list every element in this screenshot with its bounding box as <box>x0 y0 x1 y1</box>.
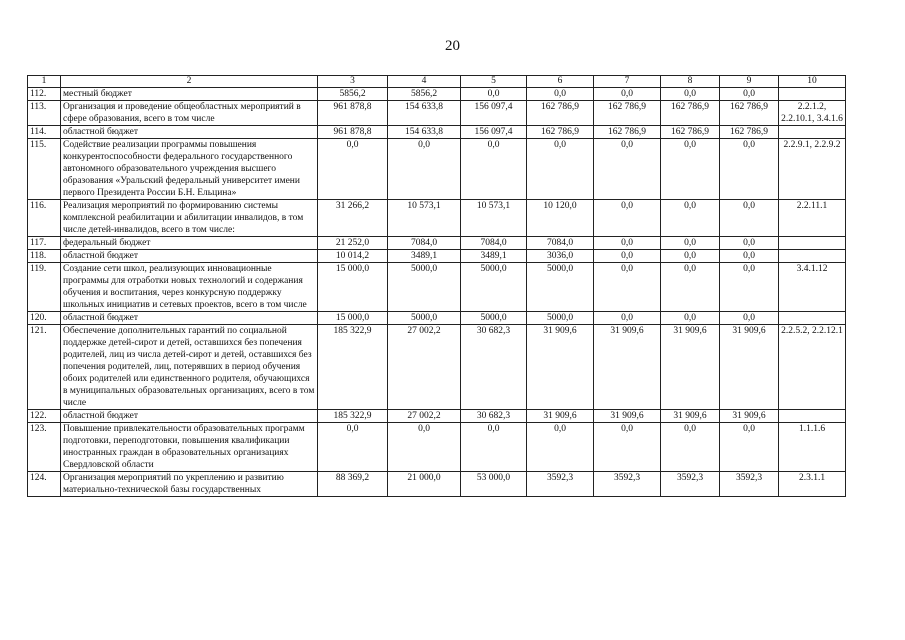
row-name: областной бюджет <box>61 126 318 139</box>
row-number: 121. <box>28 325 61 410</box>
value-cell: 185 322,9 <box>318 410 388 423</box>
row-name: областной бюджет <box>61 250 318 263</box>
value-cell: 0,0 <box>318 139 388 200</box>
value-cell: 0,0 <box>661 237 720 250</box>
value-cell: 0,0 <box>661 312 720 325</box>
row-name: Обеспечение дополнительных гарантий по социальной поддержке детей-сирот и детей, оставшихся без попечения родителей, лиц из числа детей-сирот и детей, оставшихся без попечения родителей, лиц, потерявших в период обучения обоих родителей или единственного родителя, обучающихся в муниципальных образовательных организациях, всего в том числе <box>61 325 318 410</box>
row-name: Реализация мероприятий по формированию системы комплексной реабилитации и абилитации инвалидов, в том числе детей-инвалидов, всего в том числе: <box>61 200 318 237</box>
value-cell: 154 633,8 <box>388 101 461 126</box>
value-cell: 0,0 <box>661 263 720 312</box>
value-cell: 3592,3 <box>594 472 661 497</box>
target-reference: 2.2.9.1, 2.2.9.2 <box>779 139 846 200</box>
value-cell: 162 786,9 <box>527 101 594 126</box>
value-cell: 15 000,0 <box>318 263 388 312</box>
value-cell: 156 097,4 <box>461 126 527 139</box>
budget-table <box>27 75 846 497</box>
row-name: Создание сети школ, реализующих инновационные программы для отработки новых технологий и содержания обучения и воспитания, через конкурсную поддержку школьных инициатив и сетевых проектов, всего в том числе <box>61 263 318 312</box>
target-reference: 2.2.11.1 <box>779 200 846 237</box>
value-cell: 0,0 <box>594 88 661 101</box>
value-cell: 31 909,6 <box>594 410 661 423</box>
value-cell: 0,0 <box>594 237 661 250</box>
row-number: 120. <box>28 312 61 325</box>
value-cell: 31 909,6 <box>527 325 594 410</box>
value-cell: 0,0 <box>720 139 779 200</box>
value-cell: 31 909,6 <box>661 325 720 410</box>
value-cell: 0,0 <box>594 263 661 312</box>
value-cell: 0,0 <box>594 423 661 472</box>
column-header-4: 4 <box>388 76 461 88</box>
value-cell: 5000,0 <box>388 312 461 325</box>
value-cell: 162 786,9 <box>720 126 779 139</box>
table-row <box>28 101 846 126</box>
table-row <box>28 126 846 139</box>
value-cell: 3592,3 <box>661 472 720 497</box>
value-cell: 0,0 <box>720 263 779 312</box>
column-header-10: 10 <box>779 76 846 88</box>
target-reference: 1.1.1.6 <box>779 423 846 472</box>
value-cell: 21 000,0 <box>388 472 461 497</box>
value-cell: 5000,0 <box>527 263 594 312</box>
table-row <box>28 472 846 497</box>
value-cell: 0,0 <box>594 200 661 237</box>
value-cell: 21 252,0 <box>318 237 388 250</box>
value-cell: 30 682,3 <box>461 410 527 423</box>
row-name: областной бюджет <box>61 410 318 423</box>
value-cell: 961 878,8 <box>318 126 388 139</box>
value-cell: 7084,0 <box>527 237 594 250</box>
target-reference: 2.2.5.2, 2.2.12.1 <box>779 325 846 410</box>
value-cell: 3036,0 <box>527 250 594 263</box>
target-reference <box>779 237 846 250</box>
value-cell: 0,0 <box>720 423 779 472</box>
row-name: Организация мероприятий по укреплению и развитию материально-технической базы государственных <box>61 472 318 497</box>
table-row <box>28 312 846 325</box>
target-reference <box>779 312 846 325</box>
page-number: 20 <box>445 38 460 54</box>
row-name: областной бюджет <box>61 312 318 325</box>
value-cell: 162 786,9 <box>527 126 594 139</box>
column-header-8: 8 <box>661 76 720 88</box>
table-row <box>28 88 846 101</box>
value-cell: 31 909,6 <box>720 410 779 423</box>
value-cell: 7084,0 <box>388 237 461 250</box>
row-name: Содействие реализации программы повышения конкурентоспособности федерального государственного автономного образовательного учреждения высшего образования «Уральский федеральный университет имени первого Президента России Б.Н. Ельцина» <box>61 139 318 200</box>
table-row <box>28 250 846 263</box>
target-reference <box>779 88 846 101</box>
row-number: 123. <box>28 423 61 472</box>
value-cell: 5000,0 <box>461 312 527 325</box>
value-cell: 5000,0 <box>461 263 527 312</box>
column-header-5: 5 <box>461 76 527 88</box>
column-header-6: 6 <box>527 76 594 88</box>
row-name: местный бюджет <box>61 88 318 101</box>
row-number: 117. <box>28 237 61 250</box>
value-cell: 7084,0 <box>461 237 527 250</box>
value-cell: 0,0 <box>318 423 388 472</box>
value-cell: 5856,2 <box>318 88 388 101</box>
row-number: 118. <box>28 250 61 263</box>
row-number: 113. <box>28 101 61 126</box>
value-cell: 31 266,2 <box>318 200 388 237</box>
value-cell: 0,0 <box>527 423 594 472</box>
value-cell: 15 000,0 <box>318 312 388 325</box>
value-cell: 10 573,1 <box>388 200 461 237</box>
table-row <box>28 410 846 423</box>
value-cell: 5000,0 <box>527 312 594 325</box>
value-cell: 0,0 <box>661 250 720 263</box>
value-cell: 3592,3 <box>720 472 779 497</box>
target-reference <box>779 250 846 263</box>
value-cell: 162 786,9 <box>661 101 720 126</box>
value-cell: 0,0 <box>661 88 720 101</box>
value-cell: 185 322,9 <box>318 325 388 410</box>
value-cell: 162 786,9 <box>720 101 779 126</box>
row-number: 122. <box>28 410 61 423</box>
value-cell: 3489,1 <box>461 250 527 263</box>
value-cell: 0,0 <box>720 200 779 237</box>
target-reference: 2.2.1.2, 2.2.10.1, 3.4.1.6 <box>779 101 846 126</box>
value-cell: 0,0 <box>720 237 779 250</box>
value-cell: 0,0 <box>461 423 527 472</box>
value-cell: 27 002,2 <box>388 410 461 423</box>
value-cell: 3592,3 <box>527 472 594 497</box>
column-header-1: 1 <box>28 76 61 88</box>
value-cell: 0,0 <box>527 88 594 101</box>
value-cell: 10 573,1 <box>461 200 527 237</box>
value-cell: 0,0 <box>661 139 720 200</box>
value-cell: 961 878,8 <box>318 101 388 126</box>
value-cell: 0,0 <box>661 423 720 472</box>
table-row <box>28 139 846 200</box>
header-row <box>28 76 846 88</box>
value-cell: 31 909,6 <box>594 325 661 410</box>
value-cell: 3489,1 <box>388 250 461 263</box>
column-header-9: 9 <box>720 76 779 88</box>
value-cell: 5856,2 <box>388 88 461 101</box>
row-number: 115. <box>28 139 61 200</box>
target-reference: 3.4.1.12 <box>779 263 846 312</box>
column-header-2: 2 <box>61 76 318 88</box>
value-cell: 162 786,9 <box>661 126 720 139</box>
value-cell: 27 002,2 <box>388 325 461 410</box>
row-number: 112. <box>28 88 61 101</box>
target-reference: 2.3.1.1 <box>779 472 846 497</box>
table-row <box>28 325 846 410</box>
value-cell: 0,0 <box>720 88 779 101</box>
value-cell: 5000,0 <box>388 263 461 312</box>
value-cell: 31 909,6 <box>661 410 720 423</box>
row-number: 124. <box>28 472 61 497</box>
value-cell: 162 786,9 <box>594 101 661 126</box>
row-name: федеральный бюджет <box>61 237 318 250</box>
value-cell: 0,0 <box>388 423 461 472</box>
column-header-3: 3 <box>318 76 388 88</box>
row-number: 119. <box>28 263 61 312</box>
value-cell: 10 120,0 <box>527 200 594 237</box>
value-cell: 10 014,2 <box>318 250 388 263</box>
table-row <box>28 200 846 237</box>
target-reference <box>779 410 846 423</box>
table-body <box>28 88 846 497</box>
value-cell: 0,0 <box>594 312 661 325</box>
value-cell: 31 909,6 <box>720 325 779 410</box>
value-cell: 0,0 <box>661 200 720 237</box>
row-number: 116. <box>28 200 61 237</box>
value-cell: 154 633,8 <box>388 126 461 139</box>
table-row <box>28 263 846 312</box>
table-row <box>28 237 846 250</box>
value-cell: 156 097,4 <box>461 101 527 126</box>
value-cell: 0,0 <box>461 88 527 101</box>
value-cell: 31 909,6 <box>527 410 594 423</box>
value-cell: 0,0 <box>720 250 779 263</box>
table-row <box>28 423 846 472</box>
value-cell: 0,0 <box>461 139 527 200</box>
value-cell: 88 369,2 <box>318 472 388 497</box>
value-cell: 162 786,9 <box>594 126 661 139</box>
row-name: Организация и проведение общеобластных мероприятий в сфере образования, всего в том числе <box>61 101 318 126</box>
target-reference <box>779 126 846 139</box>
row-name: Повышение привлекательности образовательных программ подготовки, переподготовки, повышения квалификации иностранных граждан в образовательных организациях Свердловской области <box>61 423 318 472</box>
value-cell: 53 000,0 <box>461 472 527 497</box>
row-number: 114. <box>28 126 61 139</box>
value-cell: 0,0 <box>594 139 661 200</box>
column-header-7: 7 <box>594 76 661 88</box>
value-cell: 0,0 <box>594 250 661 263</box>
value-cell: 0,0 <box>388 139 461 200</box>
value-cell: 0,0 <box>720 312 779 325</box>
value-cell: 30 682,3 <box>461 325 527 410</box>
value-cell: 0,0 <box>527 139 594 200</box>
